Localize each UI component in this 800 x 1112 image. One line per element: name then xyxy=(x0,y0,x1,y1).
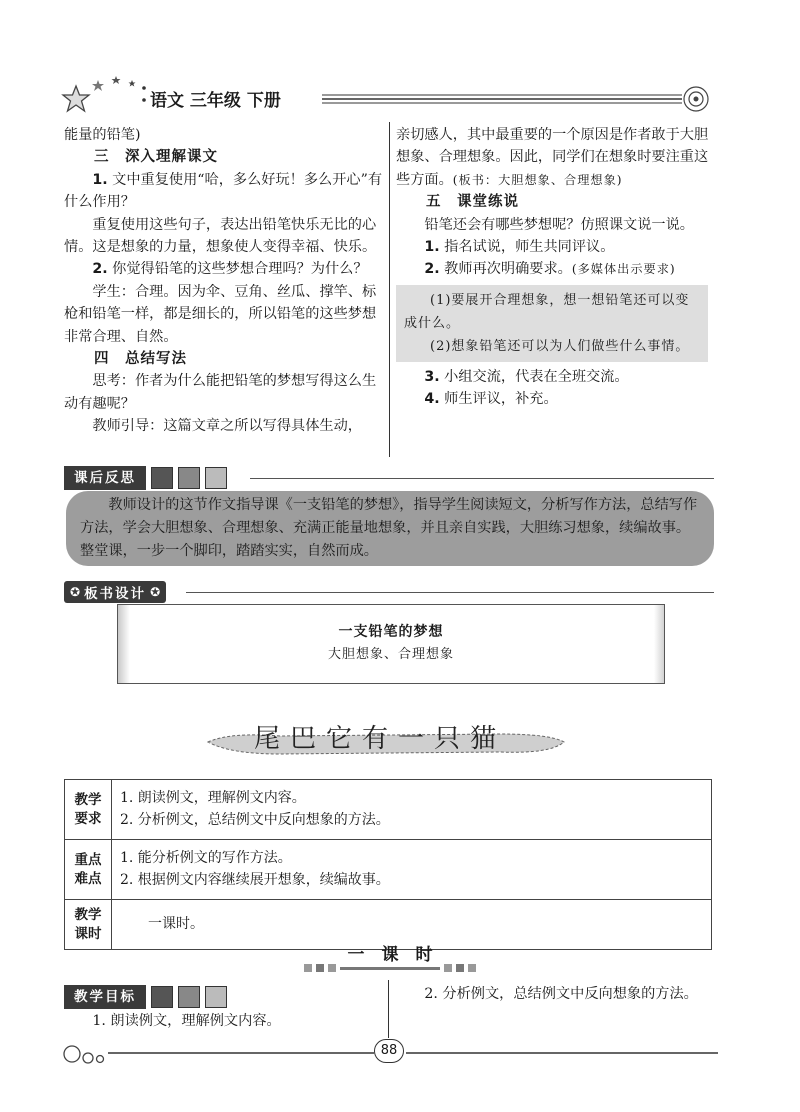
step-2-note: (多媒体出示要求) xyxy=(571,262,676,277)
content-line: 2. 分析例文，总结例文中反向想象的方法。 xyxy=(120,811,390,828)
step-2-number: 2. xyxy=(424,261,440,278)
question-1 xyxy=(64,169,383,214)
square-decoration xyxy=(205,986,227,1008)
answer-1: 重复使用这些句子，表达出铅笔快乐无比的心情。这是想象的力量，想象使人变得幸福、快乐。 xyxy=(64,216,377,256)
board-title: 一支铅笔的梦想 xyxy=(338,624,444,640)
section-heading-3: 三 深入理解课文 xyxy=(94,149,218,166)
step-4 xyxy=(396,388,714,410)
reflection-header xyxy=(64,466,227,490)
step-1-text: 指名试说，师生共同评议。 xyxy=(439,239,615,256)
objectives-divider xyxy=(388,980,389,1038)
square-decoration xyxy=(178,467,200,489)
think-paragraph: 思考：作者为什么能把铅笔的梦想写得这么生动有趣呢？ xyxy=(64,373,377,412)
header-rule xyxy=(322,92,682,106)
left-column xyxy=(64,124,383,438)
content-line: 1. 朗读例文，理解例文内容。 xyxy=(120,790,306,806)
period-decoration xyxy=(300,962,480,974)
text-continuation: 能量的铅笔) xyxy=(64,127,141,143)
table-row xyxy=(65,780,712,840)
row-head xyxy=(65,900,112,950)
continuation-paragraph xyxy=(396,124,714,191)
board-tag xyxy=(64,581,166,603)
row-head-line: 重点 xyxy=(74,851,102,868)
row-head-line: 教学 xyxy=(74,791,102,808)
step-4-number: 4. xyxy=(424,391,440,408)
table-row xyxy=(65,840,712,900)
reflection-text: 教师设计的这节作文指导课《一支铅笔的梦想》，指导学生阅读短文，分析写作方法，总结写作方法，学会大胆想象、合理想象、充满正能量地想象，并且亲自实践，大胆练习想象，续编故事。整堂课，一步一个脚印，踏踏实实，自然而成。 xyxy=(80,497,698,559)
row-head-line: 课时 xyxy=(74,925,102,942)
requirement-1: (1)要展开合理想象，想一想铅笔还可以变成什么。 xyxy=(404,292,690,331)
requirements-table xyxy=(64,779,712,950)
section-heading-5: 五 课堂练说 xyxy=(426,194,519,211)
objective-2: 2. 分析例文，总结例文中反向想象的方法。 xyxy=(424,986,698,1002)
objectives-tag: 教学目标 xyxy=(64,985,146,1009)
star-decoration-icon xyxy=(60,74,150,116)
question-2 xyxy=(64,258,383,280)
page-number: 88 xyxy=(374,1039,404,1063)
step-1 xyxy=(396,236,714,258)
step-1-number: 1. xyxy=(424,239,440,256)
requirements-box xyxy=(396,285,708,362)
step-2 xyxy=(396,258,714,280)
practice-prompt: 铅笔还会有哪些梦想呢？仿照课文说一说。 xyxy=(424,216,694,233)
row-content: 一课时。 xyxy=(112,900,712,950)
row-head xyxy=(65,840,112,900)
requirement-2: (2)想象铅笔还可以为人们做些什么事情。 xyxy=(430,338,690,354)
step-4-text: 师生评议，补充。 xyxy=(439,391,558,408)
reflection-rule xyxy=(250,478,714,479)
board-subtitle: 大胆想象、合理想象 xyxy=(327,647,454,662)
board-note: (板书：大胆想象、合理想象) xyxy=(452,172,623,187)
answer-2: 学生：合理。因为伞、豆角、丝瓜、撑竿、标枪和铅笔一样，都是细长的，所以铅笔的这些梦想非常合理、自然。 xyxy=(64,283,377,345)
q1-number: 1. xyxy=(92,171,108,188)
continuation-text: 亲切感人，其中最重要的一个原因是作者敢于大胆想象、合理想象。因此，同学们在想象时要注重这些方面。 xyxy=(396,127,709,188)
content-line: 1. 能分析例文的写作方法。 xyxy=(120,850,292,866)
q2-number: 2. xyxy=(92,261,108,278)
q1-text: 文中重复使用“哈，多么好玩！多么开心”有什么作用？ xyxy=(64,171,383,211)
step-3-number: 3. xyxy=(424,368,440,385)
objective-1: 1. 朗读例文，理解例文内容。 xyxy=(92,1013,281,1029)
row-content xyxy=(112,840,712,900)
star-icon: ✪ xyxy=(70,585,81,599)
square-decoration xyxy=(178,986,200,1008)
board-tag-label: 板书设计 xyxy=(84,586,147,602)
reflection-tag: 课后反思 xyxy=(64,466,146,490)
star-icon: ✪ xyxy=(150,585,161,599)
row-head xyxy=(65,780,112,840)
row-head-line: 要求 xyxy=(74,810,102,827)
board-rule xyxy=(186,592,714,593)
square-decoration xyxy=(151,467,173,489)
board-frame xyxy=(117,604,665,684)
square-decoration xyxy=(151,986,173,1008)
column-divider xyxy=(389,122,390,457)
right-column xyxy=(396,124,714,411)
row-head-line: 难点 xyxy=(74,870,102,887)
guide-paragraph: 教师引导：这篇文章之所以写得具体生动， xyxy=(92,418,362,435)
row-head-line: 教学 xyxy=(74,906,102,923)
square-decoration xyxy=(205,467,227,489)
reflection-box xyxy=(66,491,714,566)
period-title: 一 课 时 xyxy=(347,945,433,965)
row-content xyxy=(112,780,712,840)
content-line: 2. 根据例文内容继续展开想象，续编故事。 xyxy=(120,871,390,888)
objectives-header xyxy=(64,985,227,1009)
q2-text: 你觉得铅笔的这些梦想合理吗？为什么？ xyxy=(107,261,368,278)
step-3-text: 小组交流，代表在全班交流。 xyxy=(439,368,629,385)
section-heading-4: 四 总结写法 xyxy=(94,351,187,368)
step-3 xyxy=(396,366,714,388)
swirl-decoration-icon xyxy=(680,84,712,114)
lesson-title: 尾巴它有一只猫 xyxy=(253,724,506,754)
header-title: 语文 三年级 下册 xyxy=(150,91,281,111)
step-2-text: 教师再次明确要求。 xyxy=(439,261,572,278)
